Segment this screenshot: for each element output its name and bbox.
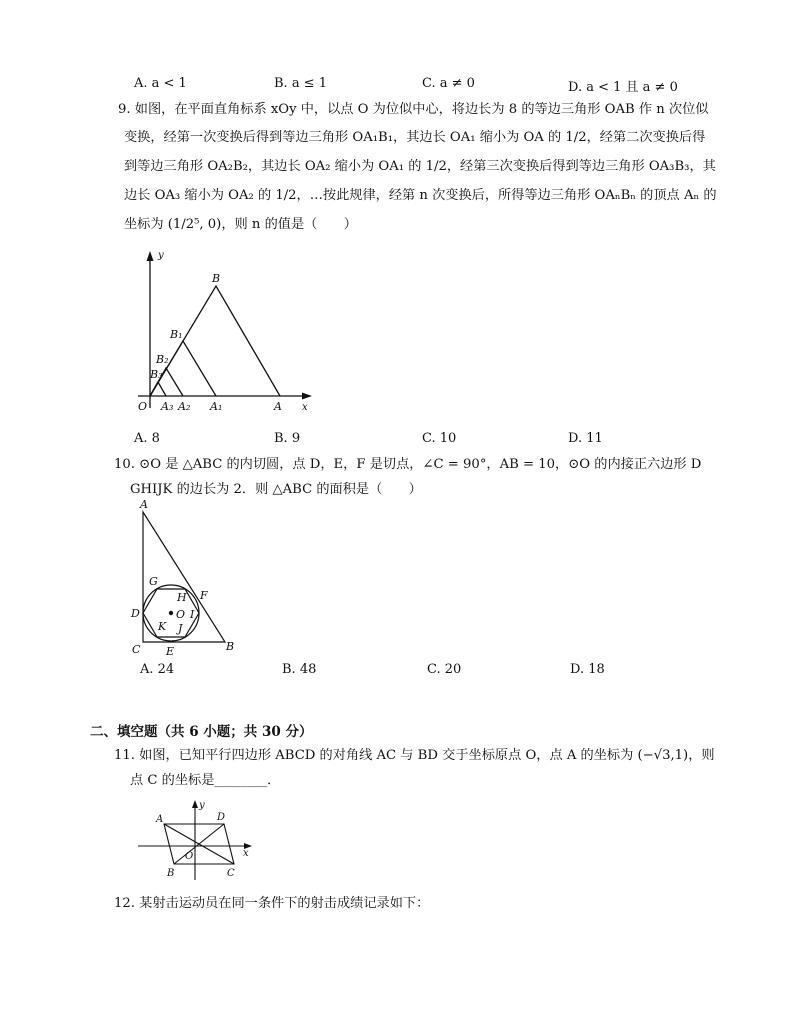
q10-option-c: C. 20 xyxy=(427,662,462,677)
y-axis-arrow xyxy=(192,800,198,808)
label-f: F xyxy=(200,589,208,602)
q9-option-b: B. 9 xyxy=(274,431,301,446)
label-a2: A₂ xyxy=(178,400,191,413)
q12-line-1: 12. 某射击运动员在同一条件下的射击成绩记录如下： xyxy=(114,896,430,911)
center-dot xyxy=(169,611,173,615)
q9-figure xyxy=(128,248,318,418)
q9-line-5: 坐标为 (1/2⁵, 0)，则 n 的值是（ ） xyxy=(124,217,357,232)
label-b: B xyxy=(212,272,221,285)
label-a1: A₁ xyxy=(210,400,223,413)
q8-option-d: D. a < 1 且 a ≠ 0 xyxy=(568,80,678,95)
y-axis-arrow xyxy=(147,251,154,261)
q10-option-d: D. 18 xyxy=(570,662,605,677)
label-o: O xyxy=(185,851,194,862)
q9-option-a: A. 8 xyxy=(134,431,160,446)
label-o: O xyxy=(138,400,148,413)
q9-line-2: 变换，经第一次变换后得到等边三角形 OA₁B₁，其边长 OA₁ 缩小为 OA 的 1/2，经第二次变换后得 xyxy=(124,130,706,145)
triangle-oab xyxy=(150,286,280,396)
q10-figure xyxy=(128,500,248,660)
label-g: G xyxy=(149,575,158,588)
label-b1: B₁ xyxy=(170,328,183,341)
q9-line-4: 边长 OA₃ 缩小为 OA₂ 的 1/2，…按此规律，经第 n 次变换后，所得等边三角形 OAₙBₙ 的顶点 Aₙ 的 xyxy=(124,188,717,203)
q11-figure xyxy=(138,796,258,884)
q10-line-1: 10. ⊙O 是 △ABC 的内切圆，点 D，E，F 是切点，∠C = 90°，AB = 10，⊙O 的内接正六边形 D xyxy=(114,457,702,472)
label-o: O xyxy=(176,608,186,621)
label-c: C xyxy=(227,868,235,879)
label-y: y xyxy=(158,250,164,261)
label-j: J xyxy=(178,622,183,635)
q9-line-1: 9. 如图，在平面直角标系 xOy 中，以点 O 为位似中心，将边长为 8 的等边三角形 OAB 作 n 次位似 xyxy=(118,102,709,117)
q11-line-2: 点 C 的坐标是________． xyxy=(130,773,281,788)
label-a: A xyxy=(156,814,164,825)
q8-option-a: A. a < 1 xyxy=(134,76,187,91)
label-b3: B₃ xyxy=(150,368,163,381)
label-a: A xyxy=(274,400,282,413)
diagonal-bd xyxy=(174,824,224,864)
label-x: x xyxy=(302,402,308,413)
label-b2: B₂ xyxy=(156,353,169,366)
label-h: H xyxy=(177,591,187,604)
q9-line-3: 到等边三角形 OA₂B₂，其边长 OA₂ 缩小为 OA₁ 的 1/2，经第三次变换后得到等边三角形 OA₃B₃，其 xyxy=(124,159,716,174)
q8-option-c: C. a ≠ 0 xyxy=(422,76,475,91)
q11-line-1: 11. 如图，已知平行四边形 ABCD 的对角线 AC 与 BD 交于坐标原点 O，点 A 的坐标为 (−√3,1)，则 xyxy=(114,748,715,763)
label-e: E xyxy=(166,645,175,658)
label-k: K xyxy=(158,620,167,633)
q10-option-a: A. 24 xyxy=(140,662,175,677)
label-a3: A₃ xyxy=(161,400,174,413)
label-b: B xyxy=(226,640,235,653)
label-x: x xyxy=(243,848,249,859)
label-c: C xyxy=(132,643,141,656)
label-b: B xyxy=(167,868,175,879)
label-y: y xyxy=(199,800,205,811)
q8-option-b: B. a ≤ 1 xyxy=(274,76,327,91)
q10-line-2: GHIJK 的边长为 2．则 △ABC 的面积是（ ） xyxy=(130,482,422,497)
label-d: D xyxy=(217,812,226,823)
triangle-oa3b3 xyxy=(150,382,166,396)
q10-option-b: B. 48 xyxy=(282,662,317,677)
x-axis-arrow xyxy=(302,393,312,400)
label-d: D xyxy=(131,607,140,620)
section-title-fill-in: 二、填空题（共 6 小题；共 30 分） xyxy=(90,724,313,740)
q9-option-d: D. 11 xyxy=(568,431,603,446)
label-i: I xyxy=(190,608,195,621)
label-a: A xyxy=(140,500,148,511)
q9-option-c: C. 10 xyxy=(422,431,457,446)
